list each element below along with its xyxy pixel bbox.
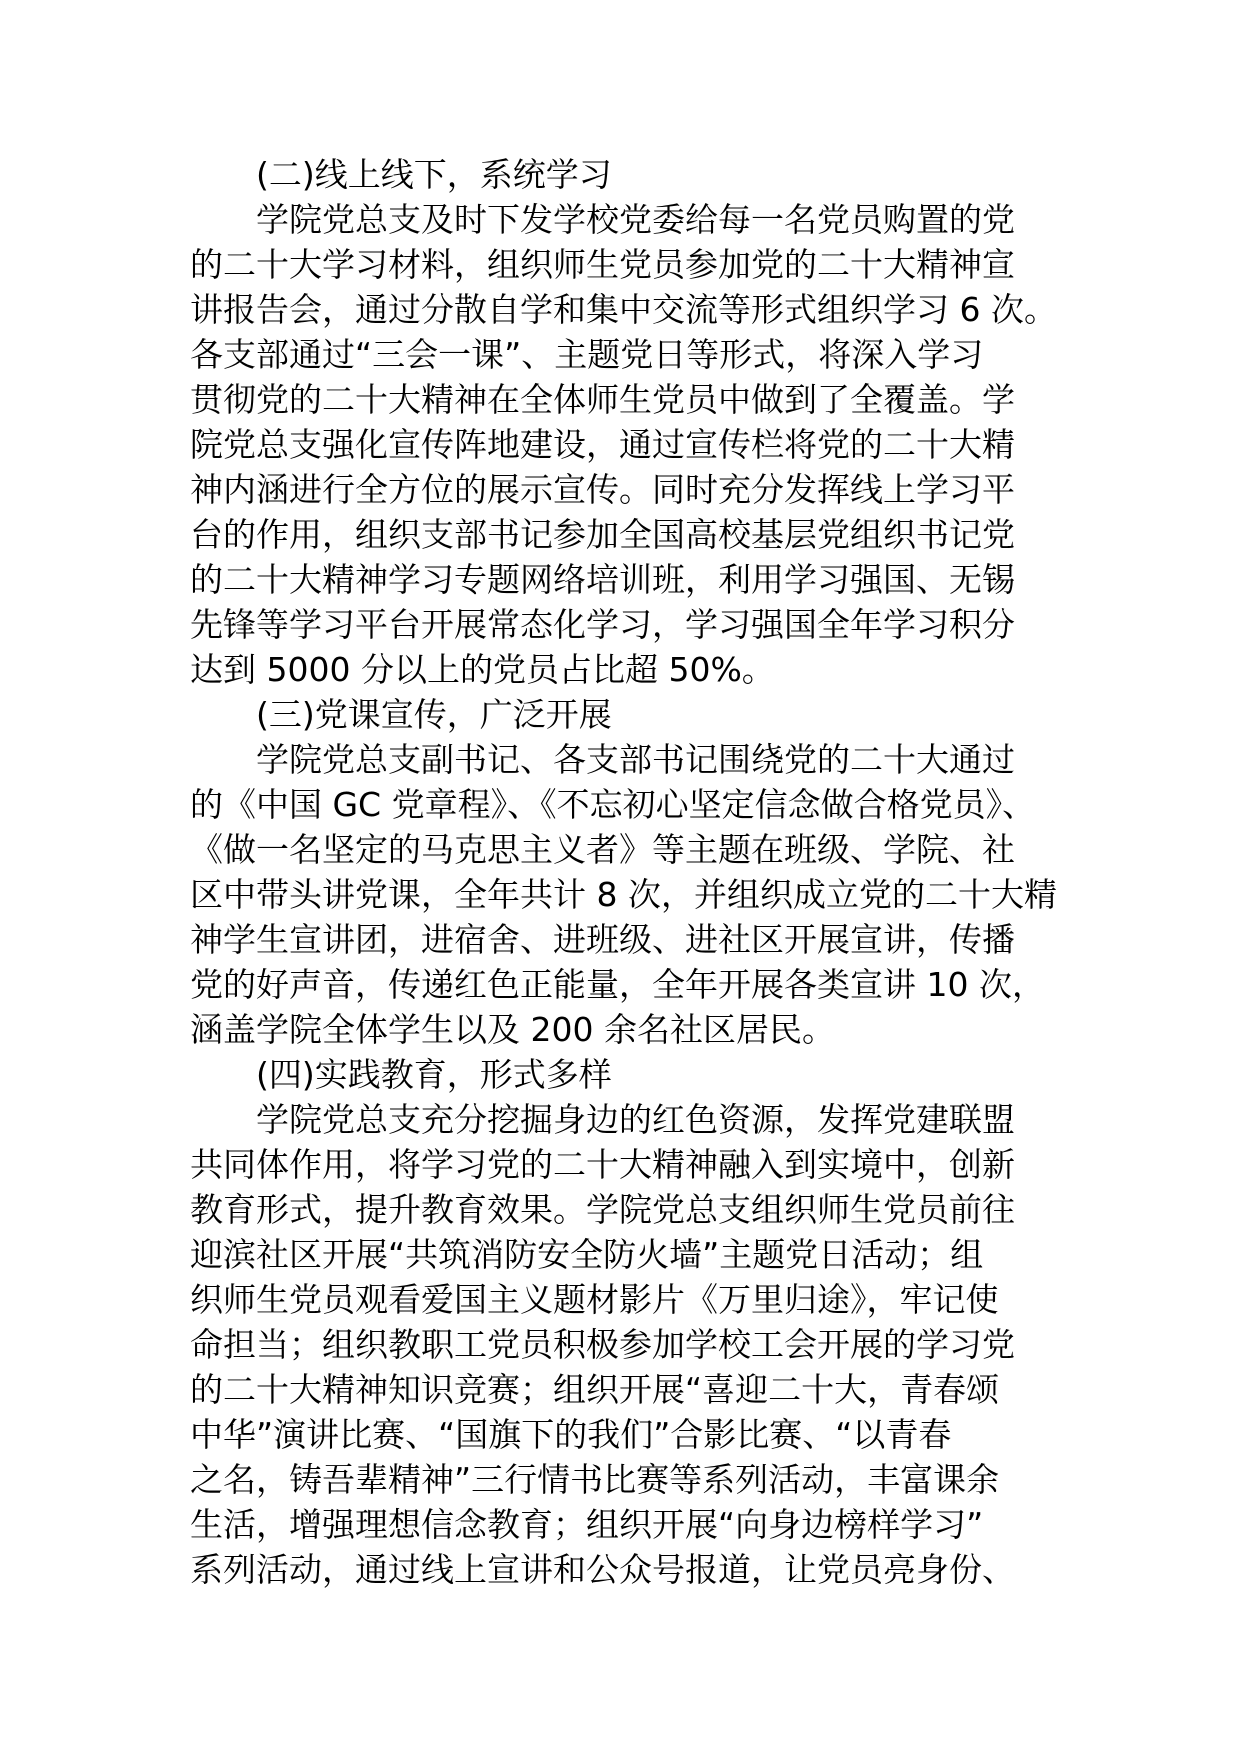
paragraph-line: 各支部通过“三会一课”、主题党日等形式，将深入学习 <box>190 335 984 374</box>
paragraph-line: 涵盖学院全体学生以及 200 余名社区居民。 <box>190 1010 835 1049</box>
paragraph-line: 迎滨社区开展“共筑消防安全防火墙”主题党日活动；组 <box>190 1235 984 1274</box>
paragraph-line: 区中带头讲党课，全年共计 8 次，并组织成立党的二十大精 <box>190 875 1057 914</box>
section-heading: (四)实践教育，形式多样 <box>256 1055 612 1094</box>
paragraph-line: 的二十大精神知识竞赛；组织开展“喜迎二十大，青春颂 <box>190 1370 1000 1409</box>
document-body <box>190 152 1070 1592</box>
paragraph-line: 贯彻党的二十大精神在全体师生党员中做到了全覆盖。学 <box>190 380 1015 419</box>
paragraph-line: 教育形式，提升教育效果。学院党总支组织师生党员前往 <box>190 1190 1015 1229</box>
paragraph-line: 命担当；组织教职工党员积极参加学校工会开展的学习党 <box>190 1325 1015 1364</box>
paragraph-line: 系列活动，通过线上宣讲和公众号报道，让党员亮身份、 <box>190 1550 1015 1589</box>
paragraph-line: 《做一名坚定的马克思主义者》等主题在班级、学院、社 <box>190 830 1015 869</box>
paragraph-line: 讲报告会，通过分散自学和集中交流等形式组织学习 6 次。 <box>190 290 1057 329</box>
paragraph-line: 先锋等学习平台开展常态化学习，学习强国全年学习积分 <box>190 605 1015 644</box>
paragraph-line: 共同体作用，将学习党的二十大精神融入到实境中，创新 <box>190 1145 1015 1184</box>
paragraph-line: 学院党总支副书记、各支部书记围绕党的二十大通过 <box>256 740 1015 779</box>
section-heading: (二)线上线下，系统学习 <box>256 155 612 194</box>
paragraph-line: 织师生党员观看爱国主义题材影片《万里归途》，牢记使 <box>190 1280 999 1319</box>
paragraph-line: 院党总支强化宣传阵地建设，通过宣传栏将党的二十大精 <box>190 425 1015 464</box>
paragraph-line: 党的好声音，传递红色正能量，全年开展各类宣讲 10 次， <box>190 965 1045 1004</box>
paragraph-line: 学院党总支及时下发学校党委给每一名党员购置的党 <box>256 200 1015 239</box>
paragraph-line: 神内涵进行全方位的展示宣传。同时充分发挥线上学习平 <box>190 470 1015 509</box>
paragraph-line: 达到 5000 分以上的党员占比超 50%。 <box>190 650 775 689</box>
paragraph-line: 台的作用，组织支部书记参加全国高校基层党组织书记党 <box>190 515 1015 554</box>
paragraph-line: 之名，铸吾辈精神”三行情书比赛等系列活动，丰富课余 <box>190 1460 1000 1499</box>
paragraph-line: 中华”演讲比赛、“国旗下的我们”合影比赛、“以青春 <box>190 1415 952 1454</box>
paragraph-line: 学院党总支充分挖掘身边的红色资源，发挥党建联盟 <box>256 1100 1015 1139</box>
paragraph-line: 的二十大精神学习专题网络培训班，利用学习强国、无锡 <box>190 560 1015 599</box>
paragraph-line: 神学生宣讲团，进宿舍、进班级、进社区开展宣讲，传播 <box>190 920 1015 959</box>
paragraph-line: 的《中国 GC 党章程》、《不忘初心坚定信念做合格党员》、 <box>190 785 1036 824</box>
paragraph-line: 生活，增强理想信念教育；组织开展“向身边榜样学习” <box>190 1505 984 1544</box>
section-heading: (三)党课宣传，广泛开展 <box>256 695 612 734</box>
paragraph-line: 的二十大学习材料，组织师生党员参加党的二十大精神宣 <box>190 245 1015 284</box>
